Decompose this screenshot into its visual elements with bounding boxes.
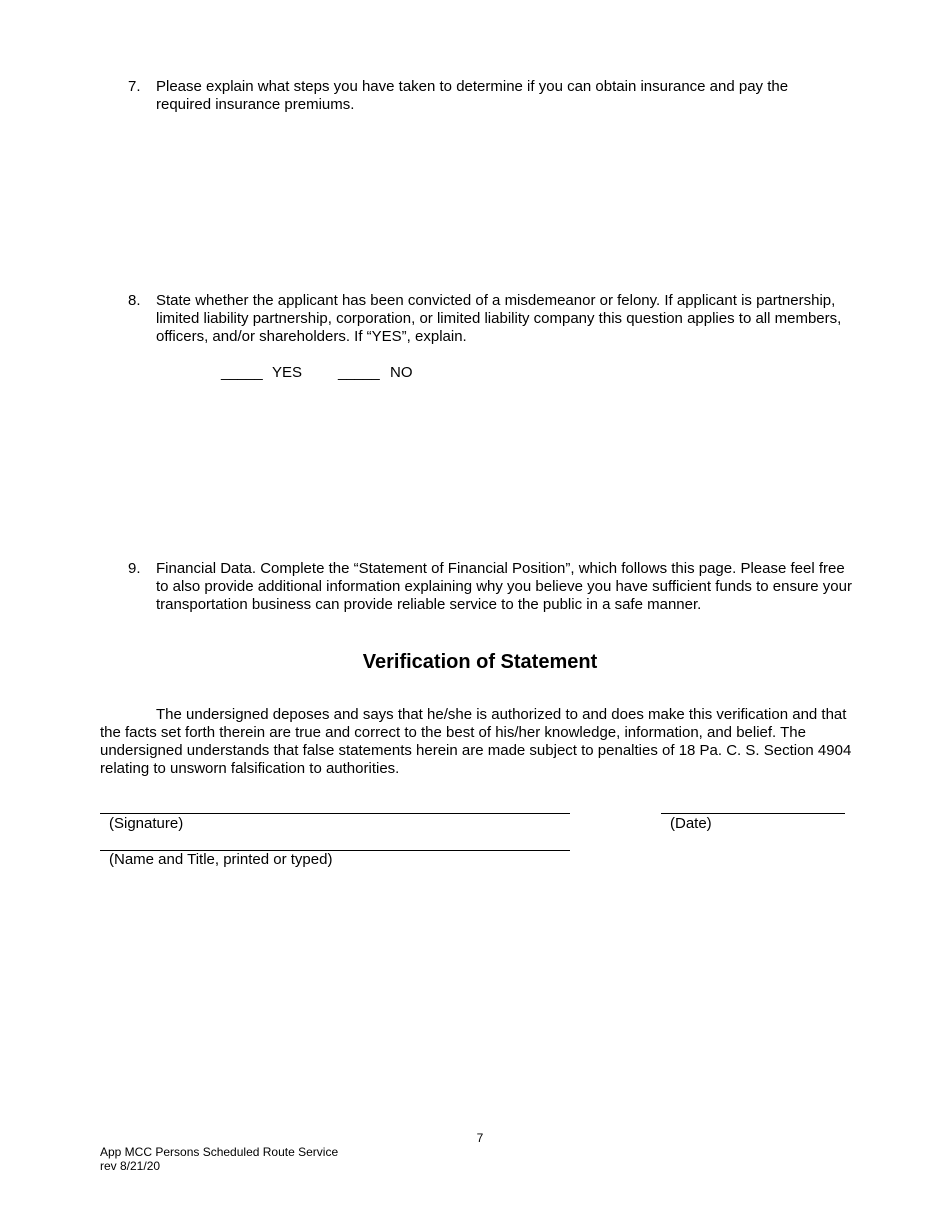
signature-label: (Signature) (109, 815, 184, 832)
no-blank[interactable]: _____ (338, 364, 380, 381)
yes-label: YES (272, 364, 303, 381)
footer-form-name: App MCC Persons Scheduled Route Service (100, 1145, 339, 1159)
verification-heading: Verification of Statement (362, 651, 598, 673)
question-9-text: Financial Data. Complete the “Statement of Financial Position”, which follows this page. Please feel free to also provide additional information explaining why you believe you have sufficient funds to ensure your transportation business can provide reliable service to the public in a safe manner. (156, 560, 852, 613)
verification-body: The undersigned deposes and says that he/she is authorized to and does make this verification and that the facts set forth therein are true and correct to the best of his/her knowledge, information, and belief. The undersigned understands that false statements herein are made subject to penalties of 18 Pa. C. S. Section 4904 relating to unsworn falsification to authorities. (100, 706, 852, 777)
question-9-number: 9. (128, 560, 141, 577)
question-7-text: Please explain what steps you have taken to determine if you can obtain insurance and pay the required insurance premiums. (156, 78, 789, 113)
question-8-text: State whether the applicant has been convicted of a misdemeanor or felony. If applicant is partnership, limited liability partnership, corporation, or limited liability company this question applies to all members, officers, and/or shareholders. If “YES”, explain. (156, 292, 842, 345)
no-label: NO (390, 364, 413, 381)
name-title-label: (Name and Title, printed or typed) (109, 851, 333, 868)
yes-blank[interactable]: _____ (221, 364, 263, 381)
question-8-number: 8. (128, 292, 141, 309)
page-number: 7 (476, 1131, 484, 1145)
question-7-number: 7. (128, 78, 141, 95)
date-label: (Date) (670, 815, 712, 832)
date-line[interactable] (661, 813, 845, 814)
signature-line[interactable] (100, 813, 570, 814)
footer-revision: rev 8/21/20 (100, 1159, 161, 1173)
